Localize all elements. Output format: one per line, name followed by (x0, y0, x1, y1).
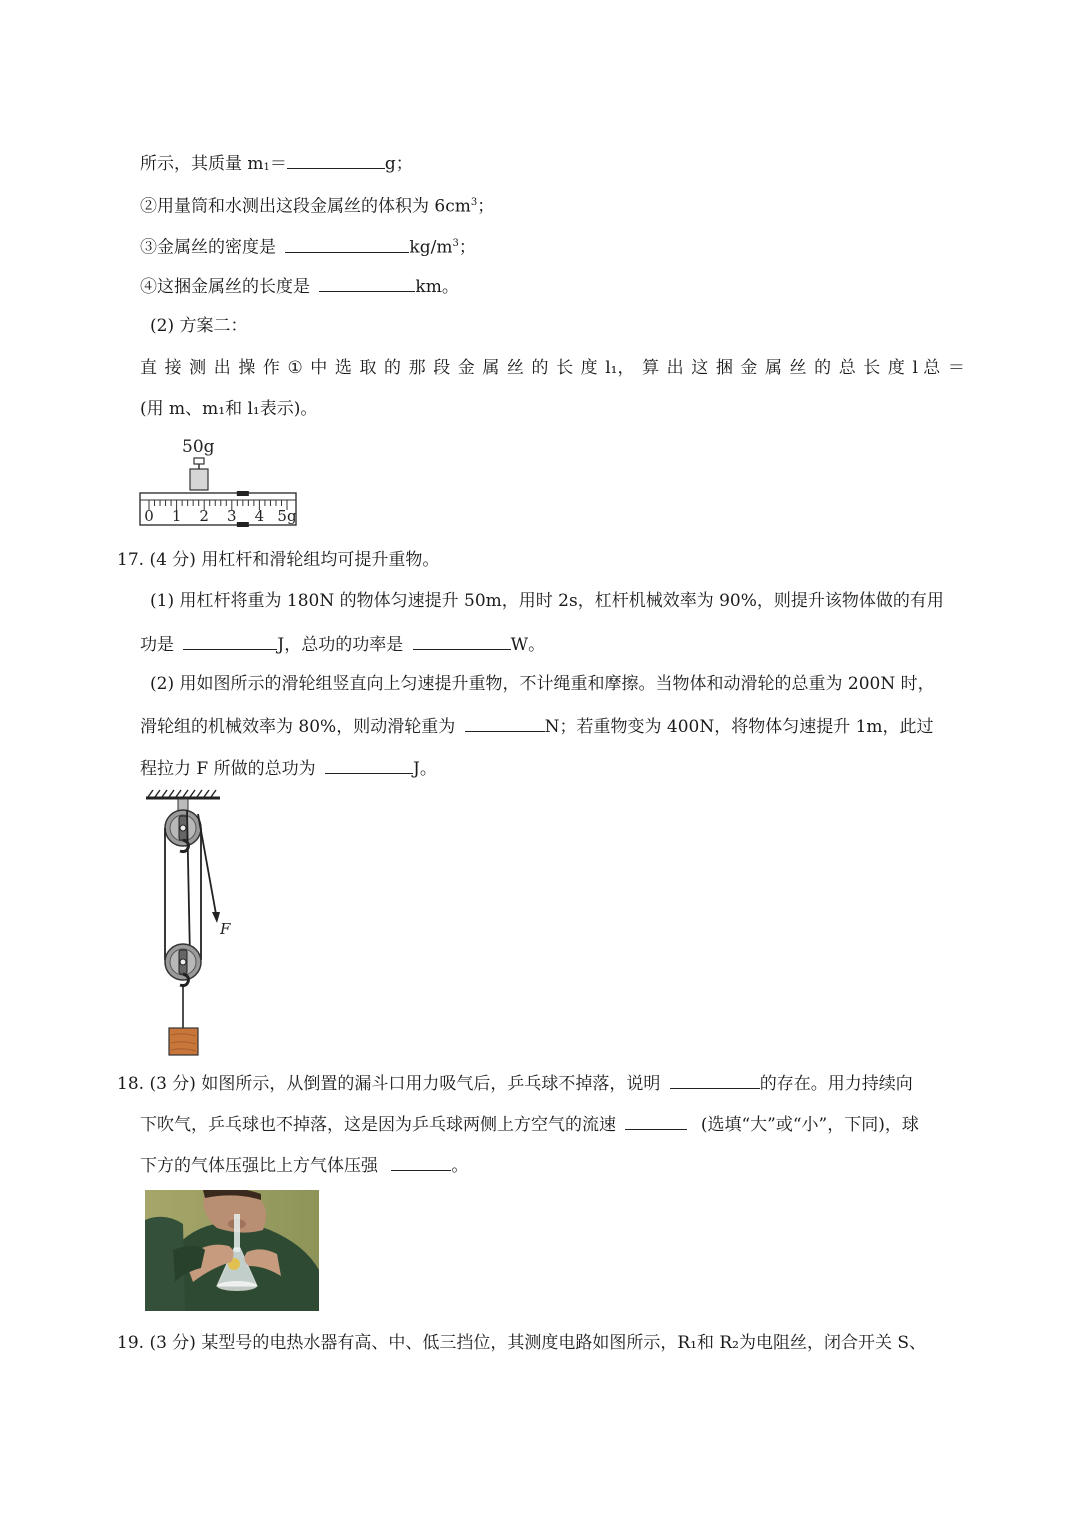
funnel-photo (145, 1190, 319, 1311)
q17-pulley-weight-blank[interactable] (465, 713, 545, 732)
q16-part2-char: 出 (213, 358, 231, 378)
q18-pressure-blank[interactable] (670, 1070, 760, 1089)
q19-line1: 19. (3 分) 某型号的电热水器有高、中、低三挡位，其测度电路如图所示，R₁和 R₂为电阻丝，闭合开关 S、 (117, 1333, 927, 1353)
rider-top[interactable] (237, 491, 249, 496)
q16-part2-char: 的 (531, 358, 549, 378)
q17-p1-line2 (140, 631, 545, 657)
q16-part2-char: 那 (408, 358, 426, 378)
q16-line3-unit: kg/m (409, 237, 453, 258)
q16-line4-text: ④这捆金属丝的长度是 (140, 277, 310, 297)
q17-p2-line1: (2) 用如图所示的滑轮组竖直向上匀速提升重物，不计绳重和摩擦。当物体和动滑轮的总重为 200N 时， (150, 674, 935, 694)
q18-line3 (140, 1152, 468, 1178)
q16-part2-char: 长 (863, 358, 881, 378)
rider-bottom[interactable] (237, 522, 249, 527)
q16-part2-char: ① (287, 358, 303, 378)
ceiling (146, 790, 220, 798)
q16-part2-char: 丝 (789, 358, 807, 378)
q17-p2-line3 (140, 755, 437, 781)
scale-tick-label: 2 (199, 507, 209, 525)
q18-text-b: 的存在。用力持续向 (759, 1074, 913, 1094)
q16-part2-char: 金 (740, 358, 758, 378)
q16-line1 (140, 150, 413, 180)
q16-part2-label: (2) 方案二： (150, 316, 248, 336)
q16-part2-char: 这 (691, 358, 709, 378)
scale-tick-label: 0 (144, 507, 154, 525)
q17-p1-text-b: J，总功的功率是 (277, 635, 404, 655)
q16-part2-char: l₁， (605, 358, 635, 378)
q16-part2-char: 长 (556, 358, 574, 378)
q16-part2-char: 操 (238, 358, 256, 378)
q16-line2-text: ②用量筒和水测出这段金属丝的体积为 6cm (140, 196, 471, 217)
q18-line1 (117, 1070, 913, 1096)
q17-p1-text-c: W。 (510, 635, 546, 655)
q18-compare-blank[interactable] (391, 1152, 451, 1171)
q16-part2-char: ＝ (947, 358, 965, 378)
q16-length-blank[interactable] (319, 273, 415, 292)
q16-part2-char: 度 (580, 358, 598, 378)
q16-line3-end: ； (458, 237, 476, 258)
q17-p2-line2 (140, 713, 934, 739)
q16-part2-char: 直 (140, 358, 157, 378)
q16-part2-char: 度 (887, 358, 905, 378)
q16-line2-sup: 3 (470, 197, 478, 208)
q16-part2-char: 金 (457, 358, 475, 378)
force-label: F (220, 920, 231, 938)
fixed-pulley (165, 799, 201, 852)
scale-frame (140, 493, 296, 525)
q17-power-blank[interactable] (413, 631, 511, 650)
q18-line2 (140, 1111, 919, 1137)
force-arrow-icon (212, 912, 220, 923)
q17-p2-text-c: 程拉力 F 所做的总功为 (140, 759, 316, 779)
q16-density-blank[interactable] (285, 234, 409, 253)
q16-line1-text: 所示，其质量 m (140, 154, 264, 174)
q16-part2-char: 取 (359, 358, 377, 378)
q16-line1-sub: 1 (263, 162, 270, 173)
q18-text-c: 下吹气，乒乓球也不掉落，这是因为乒乓球两侧上方空气的流速 (140, 1115, 616, 1135)
q16-part2-char: l 总 (912, 358, 941, 378)
q16-part2-char: 段 (433, 358, 451, 378)
q16-part2-char: 中 (310, 358, 328, 378)
scale-tick-label: 3 (227, 507, 237, 525)
q17-useful-work-blank[interactable] (183, 631, 277, 650)
q16-part2-line2: (用 m、m₁和 l₁表示)。 (140, 399, 318, 419)
q16-line3-text: ③金属丝的密度是 (140, 237, 276, 258)
q16-part2-char: 属 (482, 358, 500, 378)
q16-part2-char: 选 (334, 358, 352, 378)
q16-part2-char: 算 (642, 358, 660, 378)
q17-p2-text-d: J。 (413, 759, 437, 779)
q17-p1-line1: (1) 用杠杆将重为 180N 的物体匀速提升 50m，用时 2s，杠杆机械效率为 90%，则提升该物体做的有用 (150, 591, 944, 611)
q17-p1-text-a: 功是 (140, 635, 174, 655)
q16-line4-unit: km。 (415, 277, 459, 297)
q16-line1-eq: ＝ (269, 154, 287, 174)
q16-part2-char: 的 (814, 358, 832, 378)
q16-part2-char: 出 (666, 358, 684, 378)
q16-part2-char: 捆 (715, 358, 733, 378)
q16-part2-char: 测 (189, 358, 207, 378)
scale-tick-label: 1 (171, 507, 182, 525)
q16-part2-char: 作 (262, 358, 280, 378)
q16-part2-char: 属 (764, 358, 782, 378)
q18-text-f: 。 (451, 1156, 469, 1176)
q16-part2-char: 接 (164, 358, 182, 378)
q16-line4 (140, 273, 459, 299)
scale-tick-label: 5g (277, 507, 297, 525)
q16-line1-unit: g； (384, 154, 413, 174)
q16-line2 (140, 191, 494, 219)
balance-weight-label: 50g (182, 437, 215, 457)
pulley-system-figure (140, 788, 250, 1060)
q16-part2-char: 的 (384, 358, 402, 378)
q18-text-a: 18. (3 分) 如图所示，从倒置的漏斗口用力吸气后，乒乓球不掉落，说明 (117, 1074, 661, 1094)
q16-line3-sup: 3 (452, 238, 459, 249)
q16-part2-line1 (140, 356, 965, 380)
q16-mass-blank[interactable] (287, 150, 385, 169)
q16-line3 (140, 232, 476, 260)
q16-part2-char: 总 (838, 358, 856, 378)
q17-p2-text-b: N；若重物变为 400N，将物体匀速提升 1m，此过 (544, 717, 934, 737)
q18-text-e: 下方的气体压强比上方气体压强 (140, 1156, 378, 1176)
q17-header: 17. (4 分) 用杠杆和滑轮组均可提升重物。 (117, 550, 440, 570)
q16-line2-end: ； (477, 196, 495, 217)
weight-block (190, 469, 208, 490)
weight-knob (194, 458, 204, 464)
q18-text-d: (选填“大”或“小”，下同)，球 (700, 1115, 919, 1135)
q16-part2-char: 丝 (506, 358, 524, 378)
q17-p2-text-a: 滑轮组的机械效率为 80%，则动滑轮重为 (140, 717, 456, 737)
scale-tick-label: 4 (254, 507, 265, 525)
q17-total-work-blank[interactable] (325, 755, 413, 774)
q18-speed-blank[interactable] (625, 1111, 687, 1130)
movable-pulley (165, 944, 201, 986)
balance-beam-figure (136, 432, 302, 530)
